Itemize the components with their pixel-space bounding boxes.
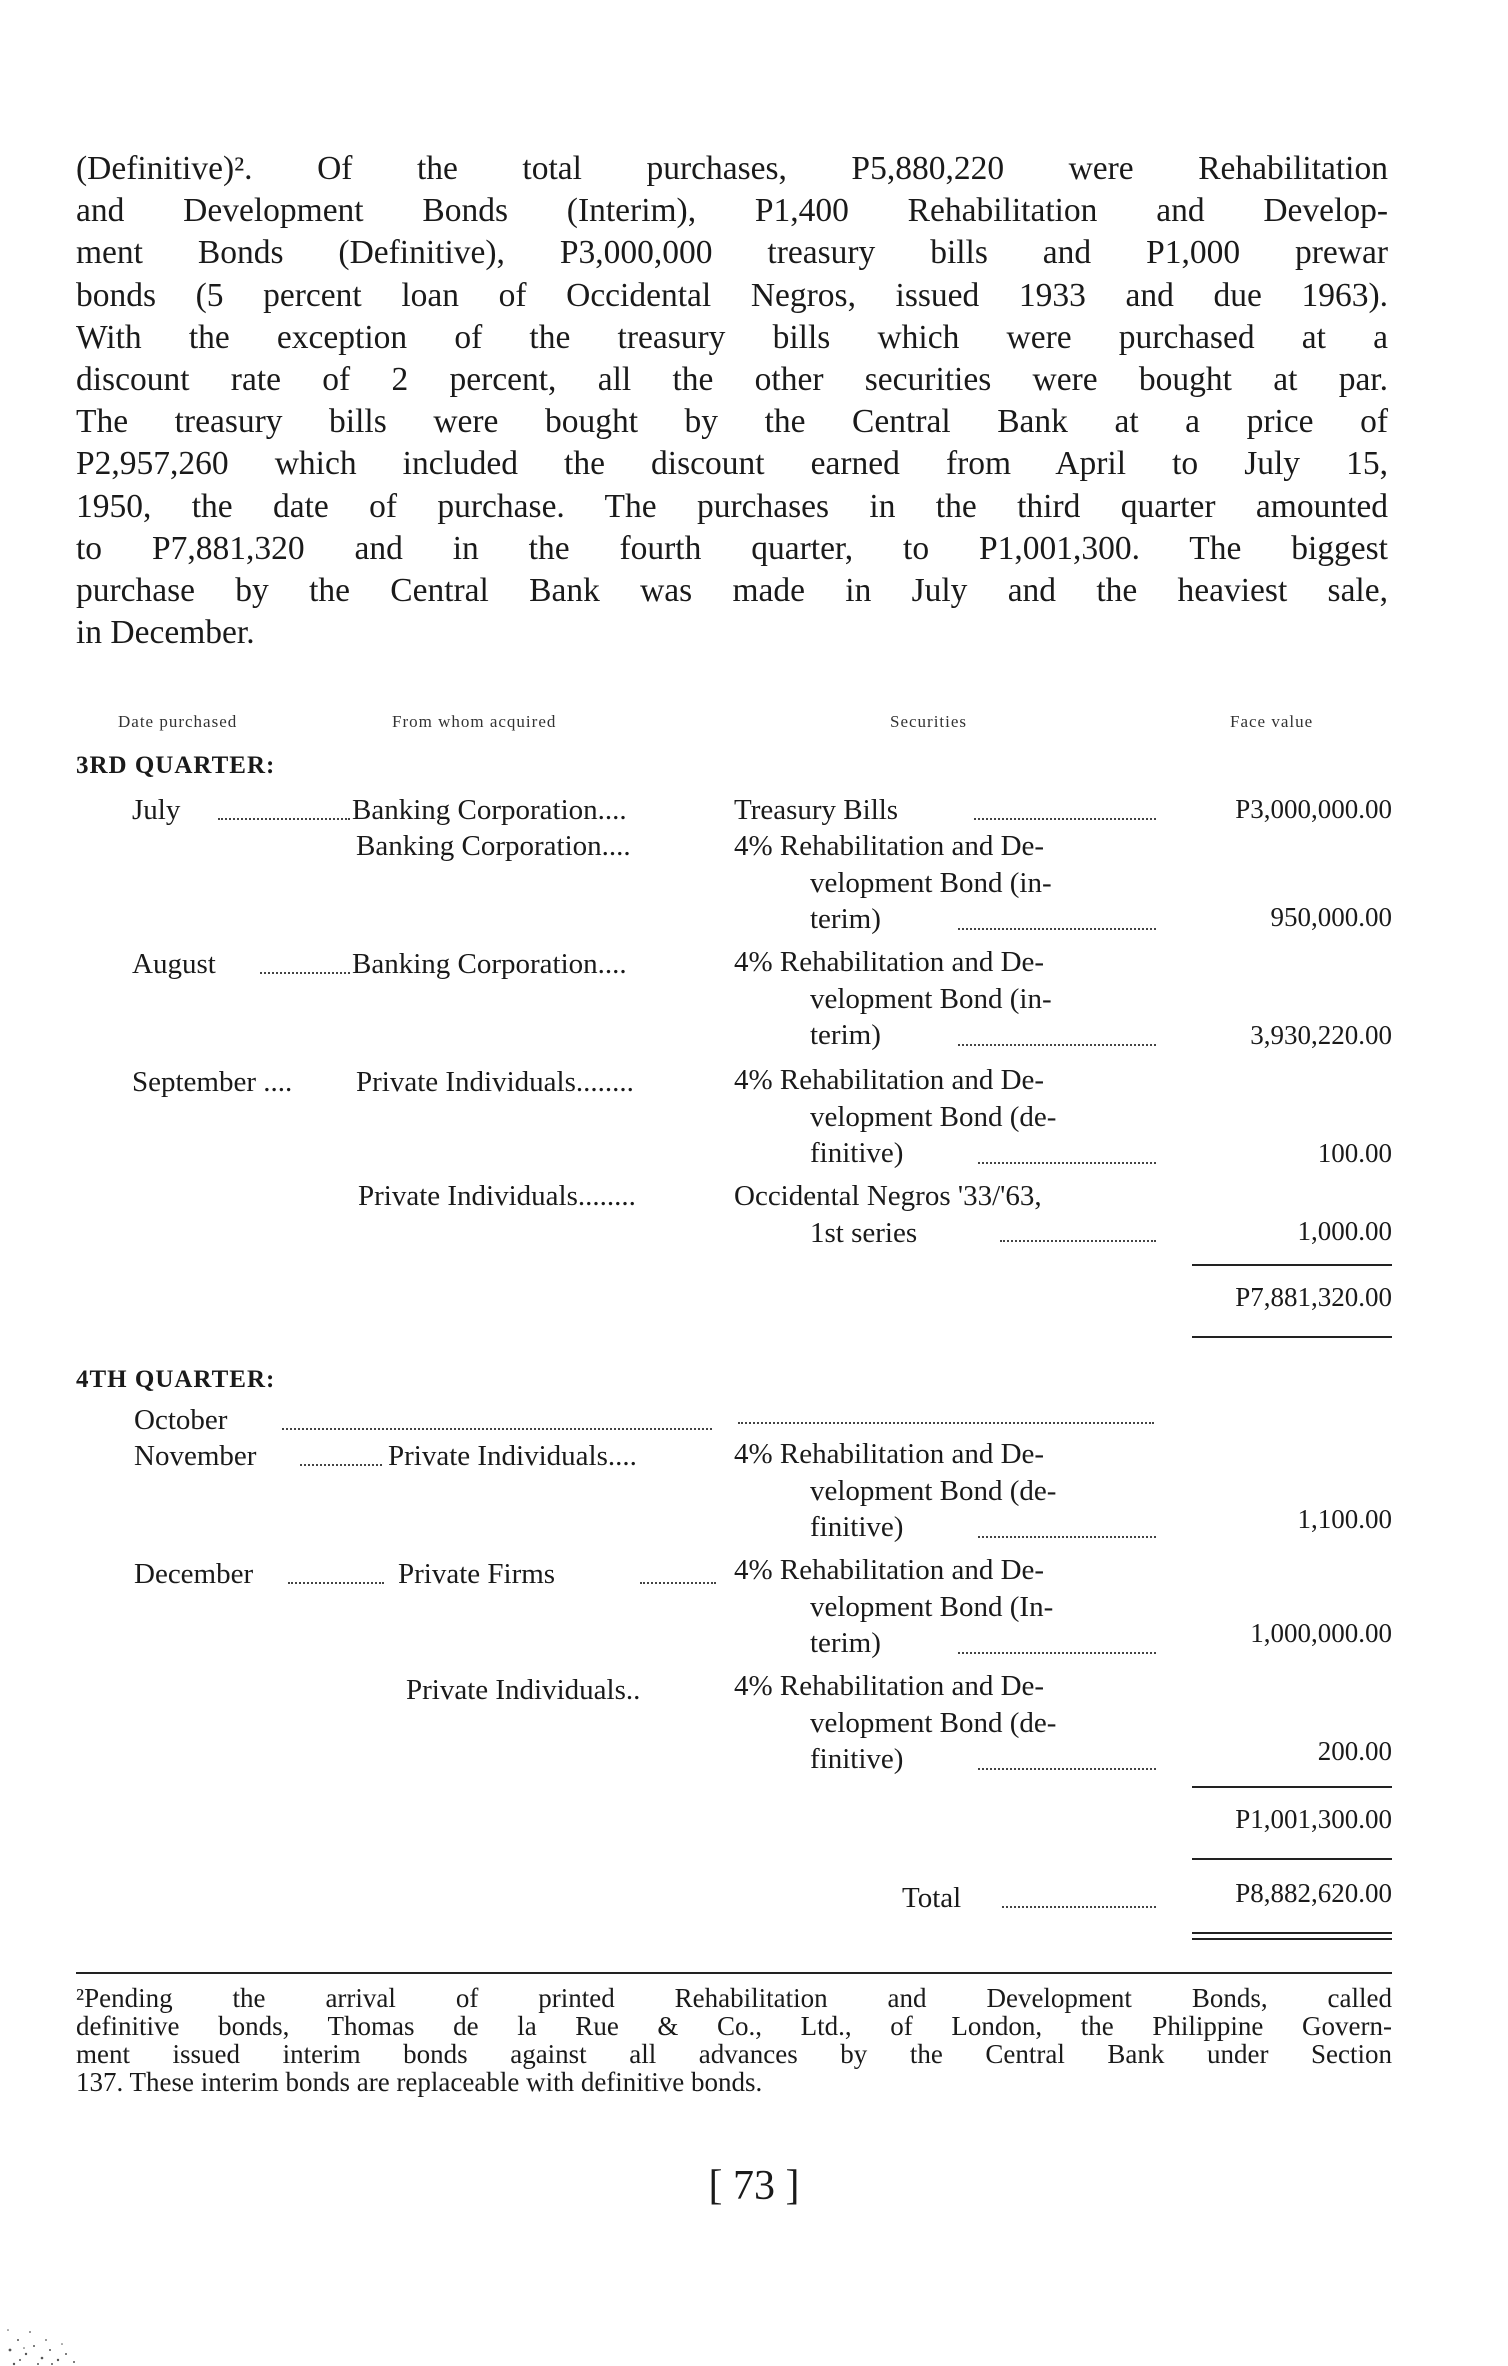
- scan-speckle: [0, 2270, 120, 2366]
- securities-line: Occidental Negros '33/'63,: [734, 1180, 1042, 1212]
- securities-line: terim): [810, 1627, 881, 1659]
- subtotal-rule: [1192, 1858, 1392, 1860]
- face-value: 100.00: [1317, 1138, 1392, 1168]
- dot-leader: [640, 1582, 716, 1584]
- from-cell: Private Individuals..: [406, 1674, 641, 1706]
- securities-line: 4% Rehabilitation and De-: [734, 830, 1045, 862]
- securities-line: finitive): [810, 1137, 904, 1169]
- securities-line: 1st series: [810, 1216, 918, 1249]
- total-double-rule: [1192, 1938, 1392, 1940]
- securities-cell: [734, 1062, 1164, 1172]
- securities-line: 4% Rehabilitation and De-: [734, 1554, 1045, 1586]
- total-label: Total: [902, 1882, 962, 1914]
- paragraph-line: The treasury bills were bought by the Central Bank at a price of: [76, 403, 1388, 441]
- date-november: November: [134, 1440, 257, 1472]
- fourth-quarter-label: 4TH QUARTER:: [76, 1366, 276, 1393]
- total-double-rule: [1192, 1932, 1392, 1934]
- securities-line: 4% Rehabilitation and De-: [734, 1670, 1045, 1702]
- dot-leader: [978, 1162, 1156, 1164]
- third-quarter-subtotal: P7,881,320.00: [1235, 1282, 1392, 1312]
- securities-line: finitive): [810, 1511, 904, 1543]
- from-cell: Private Individuals........: [358, 1180, 636, 1212]
- footnote-line: definitive bonds, Thomas de la Rue & Co., Ltd., of London, the Philippine Govern-: [76, 2011, 1392, 2041]
- from-cell: Private Firms: [398, 1558, 556, 1590]
- paragraph-line: and Development Bonds (Interim), P1,400 Rehabilitation and Develop-: [76, 192, 1388, 230]
- footnote: [76, 1984, 1392, 2096]
- paragraph-line: 1950, the date of purchase. The purchases in the third quarter amounted: [76, 487, 1388, 525]
- header-from-whom: From whom acquired: [392, 712, 557, 731]
- paragraph-line: to P7,881,320 and in the fourth quarter, to P1,001,300. The biggest: [76, 529, 1388, 567]
- securities-line: 4% Rehabilitation and De-: [734, 946, 1045, 978]
- from-cell: Private Individuals....: [388, 1440, 637, 1472]
- from-cell: Banking Corporation....: [352, 948, 627, 980]
- from-cell: Private Individuals........: [356, 1066, 634, 1098]
- dot-leader: [1000, 1240, 1156, 1242]
- date-september: September ....: [132, 1066, 293, 1098]
- securities-cell: [734, 1436, 1164, 1546]
- dot-leader: [260, 972, 350, 974]
- footnote-line: 137. These interim bonds are replaceable with definitive bonds.: [76, 2067, 763, 2097]
- dot-leader: [218, 818, 350, 820]
- securities-line: Treasury Bills: [734, 794, 899, 826]
- paragraph-line: bonds (5 percent loan of Occidental Negros, issued 1933 and due 1963).: [76, 276, 1388, 314]
- face-value: 3,930,220.00: [1250, 1020, 1392, 1050]
- footnote-line: ²Pending the arrival of printed Rehabilitation and Development Bonds, called: [76, 1983, 1392, 2013]
- dot-leader: [958, 1652, 1156, 1654]
- dot-leader: [738, 1422, 1154, 1424]
- securities-line: finitive): [810, 1743, 904, 1775]
- face-value: 1,000,000.00: [1250, 1618, 1392, 1648]
- securities-cell: [734, 1552, 1164, 1662]
- subtotal-rule: [1192, 1264, 1392, 1266]
- footnote-line: ment issued interim bonds against all advances by the Central Bank under Section: [76, 2039, 1392, 2069]
- securities-line: terim): [810, 903, 881, 935]
- securities-line: velopment Bond (de-: [810, 1706, 1057, 1739]
- securities-line: velopment Bond (de-: [810, 1474, 1057, 1507]
- subtotal-rule: [1192, 1336, 1392, 1338]
- dot-leader: [288, 1582, 384, 1584]
- face-value: 200.00: [1317, 1736, 1392, 1766]
- dot-leader: [1002, 1906, 1156, 1908]
- securities-line: 4% Rehabilitation and De-: [734, 1064, 1045, 1096]
- securities-line: velopment Bond (In-: [810, 1590, 1054, 1623]
- paragraph-line: P2,957,260 which included the discount earned from April to July 15,: [76, 445, 1388, 483]
- paragraph-line: ment Bonds (Definitive), P3,000,000 treasury bills and P1,000 prewar: [76, 234, 1388, 272]
- face-value: P3,000,000.00: [1235, 794, 1392, 824]
- paragraph-line: (Definitive)². Of the total purchases, P5,880,220 were Rehabilitation: [76, 150, 1388, 187]
- securities-cell: [734, 1668, 1164, 1778]
- dot-leader: [978, 1536, 1156, 1538]
- securities-line: terim): [810, 1019, 881, 1051]
- date-october: October: [134, 1404, 228, 1436]
- dot-leader: [974, 818, 1156, 820]
- securities-line: velopment Bond (in-: [810, 982, 1052, 1015]
- face-value: 1,000.00: [1297, 1216, 1392, 1246]
- face-value: 950,000.00: [1270, 902, 1392, 932]
- securities-line: velopment Bond (in-: [810, 866, 1052, 899]
- dot-leader: [300, 1464, 382, 1466]
- paragraph-line: discount rate of 2 percent, all the other securities were bought at par.: [76, 361, 1388, 399]
- securities-line: velopment Bond (de-: [810, 1100, 1057, 1133]
- dot-leader: [958, 1044, 1156, 1046]
- subtotal-rule: [1192, 1786, 1392, 1788]
- third-quarter-label: 3RD QUARTER:: [76, 752, 276, 779]
- dot-leader: [282, 1428, 712, 1430]
- face-value: 1,100.00: [1297, 1504, 1392, 1534]
- securities-cell: [734, 944, 1164, 1054]
- date-december: December: [134, 1558, 254, 1590]
- securities-line: 4% Rehabilitation and De-: [734, 1438, 1045, 1470]
- paragraph-line: in December.: [76, 614, 255, 652]
- date-august: August: [132, 948, 216, 980]
- grand-total: P8,882,620.00: [1235, 1878, 1392, 1908]
- from-cell: Banking Corporation....: [356, 830, 631, 862]
- paragraph-line: With the exception of the treasury bills which were purchased at a: [76, 318, 1388, 356]
- page-number: [ 73 ]: [708, 2163, 800, 2209]
- header-date-purchased: Date purchased: [118, 712, 238, 731]
- body-paragraph: [76, 148, 1388, 654]
- securities-cell: [734, 828, 1164, 938]
- dot-leader: [978, 1768, 1156, 1770]
- from-cell: Banking Corporation....: [352, 794, 627, 826]
- header-securities: Securities: [890, 712, 968, 731]
- header-face-value: Face value: [1230, 712, 1314, 731]
- date-july: July: [132, 794, 181, 826]
- fourth-quarter-subtotal: P1,001,300.00: [1235, 1804, 1392, 1834]
- footnote-rule: [76, 1972, 1392, 1974]
- paragraph-line: purchase by the Central Bank was made in July and the heaviest sale,: [76, 572, 1388, 610]
- dot-leader: [958, 928, 1156, 930]
- securities-cell: [734, 792, 1164, 829]
